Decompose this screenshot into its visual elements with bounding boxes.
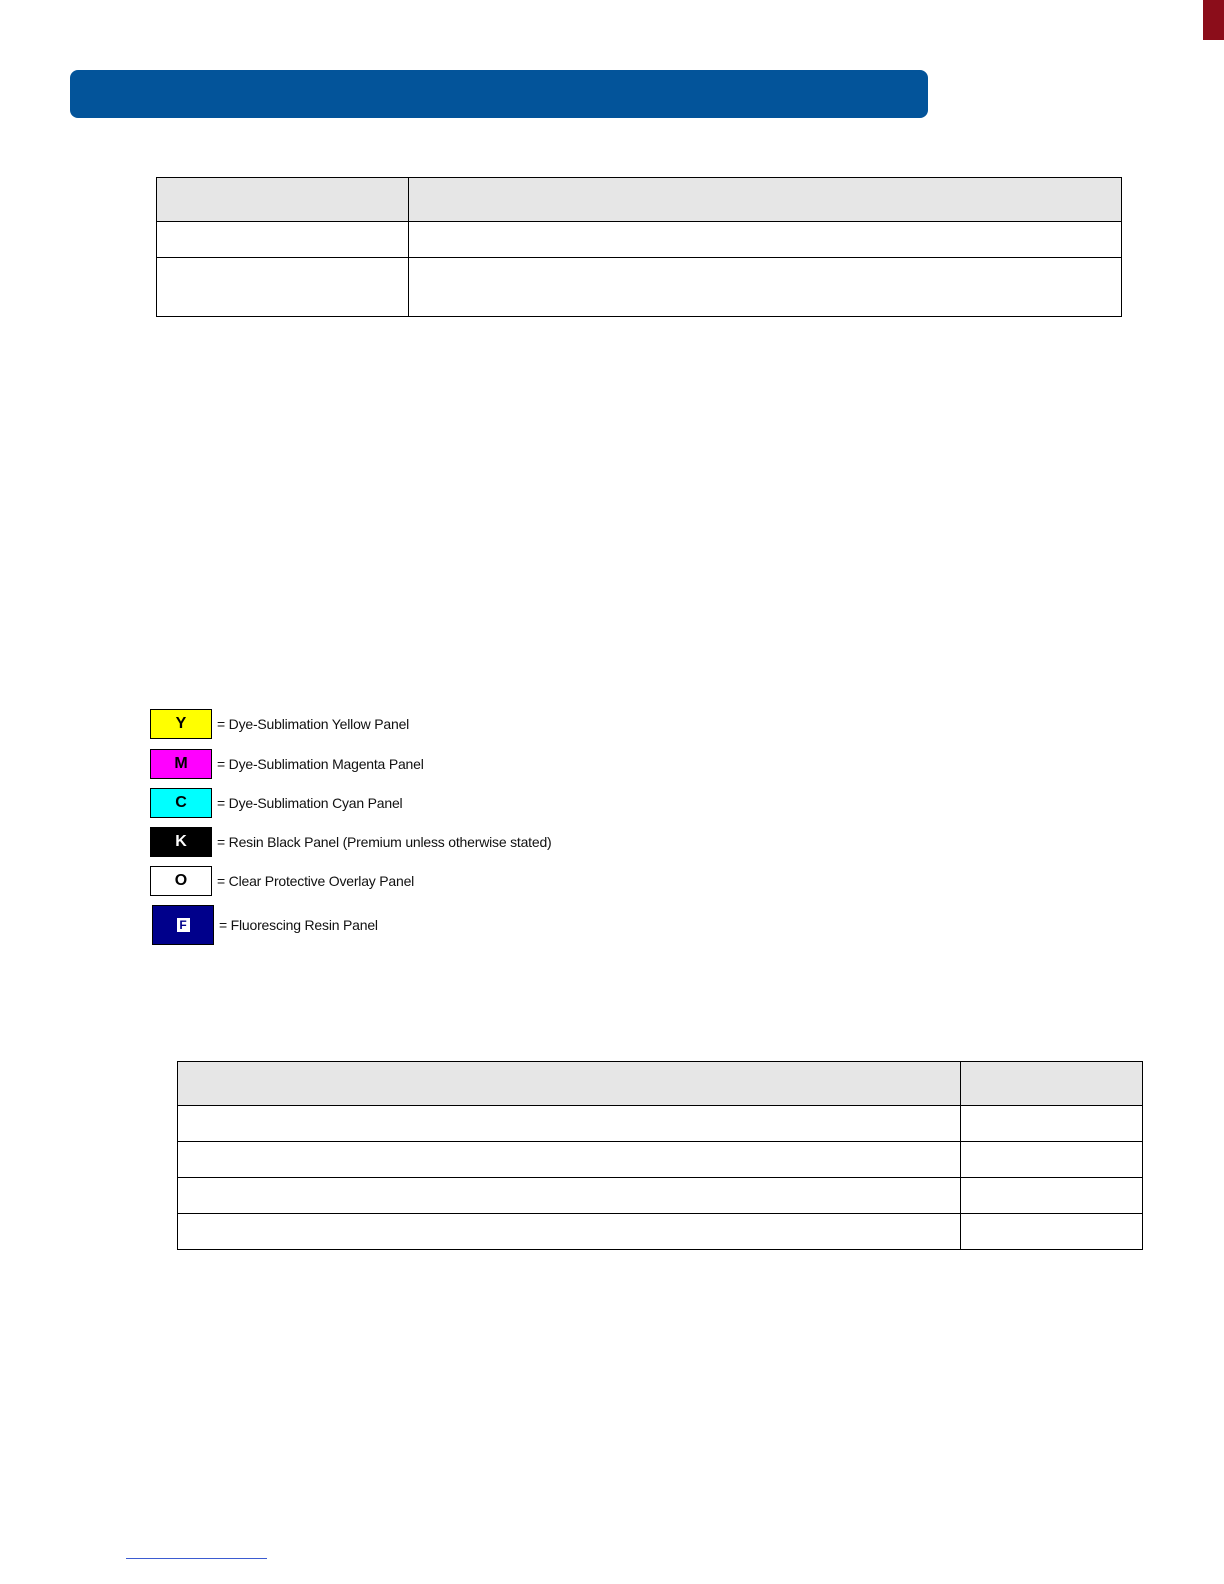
table-header-cell [961, 1062, 1143, 1106]
table-header-cell [178, 1062, 961, 1106]
yellow-panel-swatch: Y [150, 709, 212, 739]
footer-link-underline [126, 1558, 267, 1559]
spec-table-bottom [177, 1061, 1143, 1250]
legend-label: = Clear Protective Overlay Panel [217, 873, 415, 889]
table-header-cell [409, 178, 1122, 222]
magenta-panel-swatch: M [150, 749, 212, 779]
legend-item-magenta [150, 747, 424, 781]
fluorescing-f-icon: F [177, 918, 190, 932]
table-cell [178, 1142, 961, 1178]
table-row [178, 1142, 1143, 1178]
fluorescing-panel-swatch [152, 905, 214, 945]
black-panel-swatch: K [150, 827, 212, 857]
legend-item-overlay [150, 864, 414, 898]
page-edge-tab [1203, 0, 1224, 40]
table-header-cell [157, 178, 409, 222]
legend-label: = Dye-Sublimation Magenta Panel [217, 756, 424, 772]
table-row [178, 1214, 1143, 1250]
table-row [157, 258, 1122, 317]
table-cell [409, 222, 1122, 258]
table-cell [178, 1106, 961, 1142]
legend-item-cyan [150, 786, 402, 820]
legend-item-yellow [150, 707, 409, 741]
cyan-panel-swatch: C [150, 788, 212, 818]
overlay-panel-swatch: O [150, 866, 212, 896]
section-header-bar [70, 70, 928, 118]
table-header-row [157, 178, 1122, 222]
table-cell [961, 1178, 1143, 1214]
table-row [178, 1178, 1143, 1214]
legend-label: = Fluorescing Resin Panel [219, 917, 378, 933]
table-cell [178, 1178, 961, 1214]
table-cell [157, 258, 409, 317]
table-cell [178, 1214, 961, 1250]
table-row [157, 222, 1122, 258]
table-row [178, 1106, 1143, 1142]
legend-label: = Dye-Sublimation Yellow Panel [217, 716, 410, 732]
table-cell [157, 222, 409, 258]
spec-table-top [156, 177, 1122, 317]
legend-item-fluorescing [150, 904, 378, 946]
legend-label: = Resin Black Panel (Premium unless otherwise stated) [217, 834, 552, 850]
table-cell [961, 1214, 1143, 1250]
table-cell [961, 1142, 1143, 1178]
table-cell [961, 1106, 1143, 1142]
legend-label: = Dye-Sublimation Cyan Panel [217, 795, 403, 811]
legend-item-black [150, 825, 552, 859]
table-header-row [178, 1062, 1143, 1106]
table-cell [409, 258, 1122, 317]
